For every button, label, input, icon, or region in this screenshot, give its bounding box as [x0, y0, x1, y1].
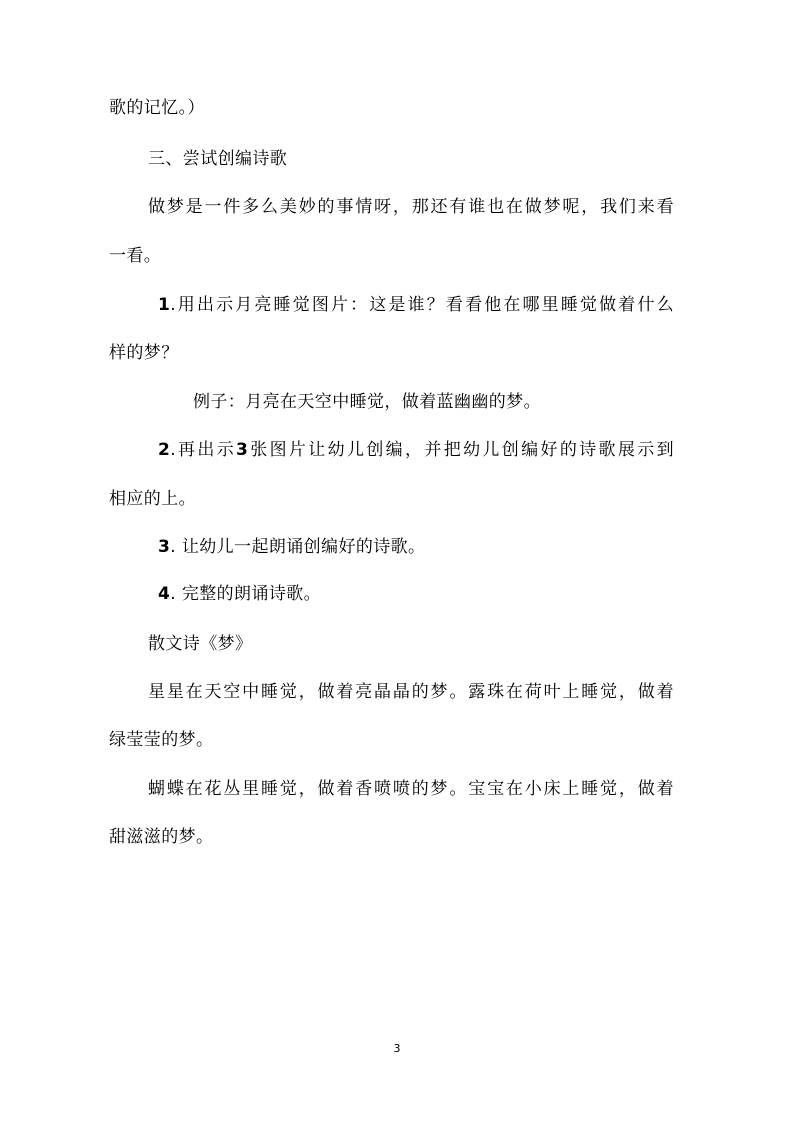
section-heading — [148, 148, 287, 170]
paragraph-line — [148, 196, 674, 218]
paragraph-line — [109, 97, 205, 119]
line-text: 甜滋滋的梦。 — [109, 827, 214, 847]
inline-number: 3 — [236, 440, 249, 460]
list-number: 1 — [158, 295, 171, 315]
list-item-4 — [158, 583, 321, 605]
line-text: .用出示月亮睡觉图片：这是谁？看看他在哪里睡觉做着什么 — [170, 295, 674, 315]
poem-line — [148, 681, 674, 703]
line-text: . 让幼儿一起朗诵创编好的诗歌。 — [170, 537, 426, 557]
line-text: 歌的记忆。） — [109, 98, 205, 118]
list-number: 4 — [158, 584, 171, 604]
paragraph-line — [109, 342, 179, 364]
list-item-3 — [158, 536, 425, 558]
poem-line — [109, 826, 213, 848]
page-number — [0, 1042, 794, 1056]
line-text: 例子：月亮在天空中睡觉，做着蓝幽幽的梦。 — [193, 392, 541, 412]
heading-text: 三、尝试创编诗歌 — [148, 149, 288, 169]
list-item-1 — [158, 294, 674, 316]
poem-line — [148, 778, 674, 800]
line-text: 一看。 — [109, 246, 162, 266]
paragraph-line — [109, 245, 161, 267]
line-text: 绿莹莹的梦。 — [109, 730, 214, 750]
list-number: 2 — [158, 440, 171, 460]
paragraph-line — [109, 488, 196, 510]
poem-line — [109, 729, 213, 751]
line-text: 样的梦？ — [109, 343, 179, 363]
list-number: 3 — [158, 537, 171, 557]
line-text: 做梦是一件多么美妙的事情呀，那还有谁也在做梦呢，我们来看 — [148, 197, 674, 217]
line-text: 张图片让幼儿创编，并把幼儿创编好的诗歌展示到 — [248, 440, 674, 460]
line-text: 星星在天空中睡觉，做着亮晶晶的梦。露珠在荷叶上睡觉，做着 — [148, 682, 674, 702]
line-text: 蝴蝶在花丛里睡觉，做着香喷喷的梦。宝宝在小床上睡觉，做着 — [148, 779, 674, 799]
page-number-text: 3 — [393, 1042, 401, 1055]
line-text: 相应的上。 — [109, 489, 196, 509]
line-text: .再出示 — [170, 440, 237, 460]
title-text: 散文诗《梦》 — [148, 634, 253, 654]
list-item-2 — [158, 439, 674, 461]
example-line — [193, 391, 541, 413]
line-text: . 完整的朗诵诗歌。 — [170, 584, 322, 604]
poem-title — [148, 633, 252, 655]
